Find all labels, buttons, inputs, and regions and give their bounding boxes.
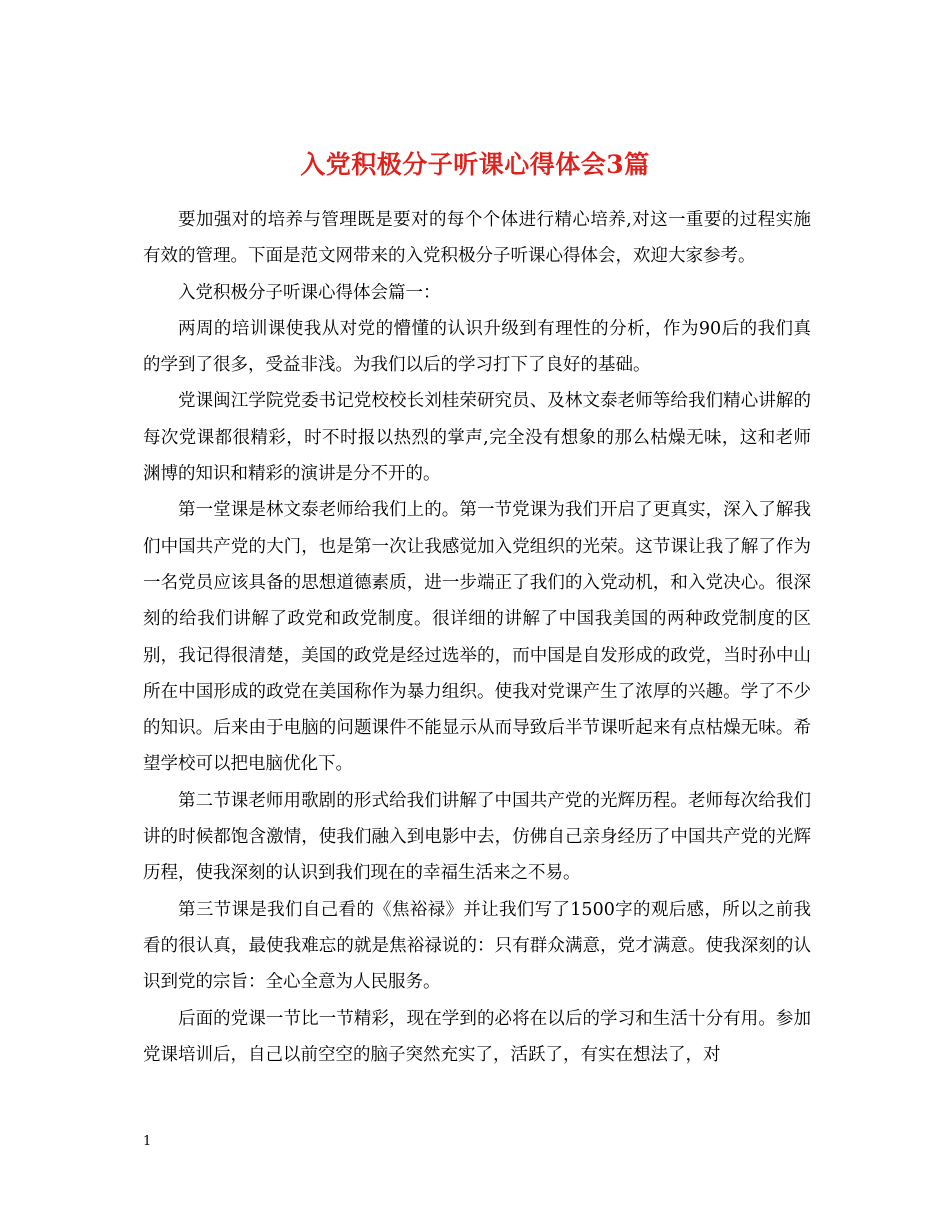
paragraph: 后面的党课一节比一节精彩，现在学到的必将在以后的学习和生活十分有用。参加党课培训后，自己以前空空的脑子突然充实了，活跃了，有实在想法了，对 — [143, 1008, 811, 1065]
document-body — [143, 202, 811, 1073]
page-number: 1 — [143, 1134, 152, 1149]
paragraph: 党课闽江学院党委书记党校校长刘桂荣研究员、及林文泰老师等给我们精心讲解的每次党课都很精彩，时不时报以热烈的掌声,完全没有想象的那么枯燥无味，这和老师渊博的知识和精彩的演讲是分不开的。 — [143, 391, 811, 485]
paragraph: 第二节课老师用歌剧的形式给我们讲解了中国共产党的光辉历程。老师每次给我们讲的时候都饱含激情，使我们融入到电影中去，仿佛自己亲身经历了中国共产党的光辉历程，使我深刻的认识到我们现在的幸福生活来之不易。 — [143, 790, 811, 884]
document-title: 入党积极分子听课心得体会3篇 — [300, 149, 650, 179]
paragraph-intro: 要加强对的培养与管理既是要对的每个个体进行精心培养,对这一重要的过程实施有效的管理。下面是范文网带来的入党积极分子听课心得体会，欢迎大家参考。 — [143, 210, 811, 267]
paragraph: 第一堂课是林文泰老师给我们上的。第一节党课为我们开启了更真实，深入了解我们中国共产党的大门，也是第一次让我感觉加入党组织的光荣。这节课让我了解了作为一名党员应该具备的思想道德素质，进一步端正了我们的入党动机，和入党决心。很深刻的给我们讲解了政党和政党制度。很详细的讲解了中国我美国的两种政党制度的区别，我记得很清楚，美国的政党是经过选举的，而中国是自发形成的政党，当时孙中山所在中国形成的政党在美国称作为暴力组织。使我对党课产生了浓厚的兴趣。学了不少的知识。后来由于电脑的问题课件不能显示从而导致后半节课听起来有点枯燥无味。希望学校可以把电脑优化下。 — [143, 500, 811, 775]
paragraph: 两周的培训课使我从对党的懵懂的认识升级到有理性的分析，作为90后的我们真的学到了很多，受益非浅。为我们以后的学习打下了良好的基础。 — [143, 318, 811, 376]
paragraph: 第三节课是我们自己看的《焦裕禄》并让我们写了1500字的观后感，所以之前我看的很认真，最使我难忘的就是焦裕禄说的：只有群众满意，党才满意。使我深刻的认识到党的宗旨：全心全意为人民服务。 — [143, 899, 811, 993]
section-heading: 入党积极分子听课心得体会篇一： — [178, 282, 441, 303]
